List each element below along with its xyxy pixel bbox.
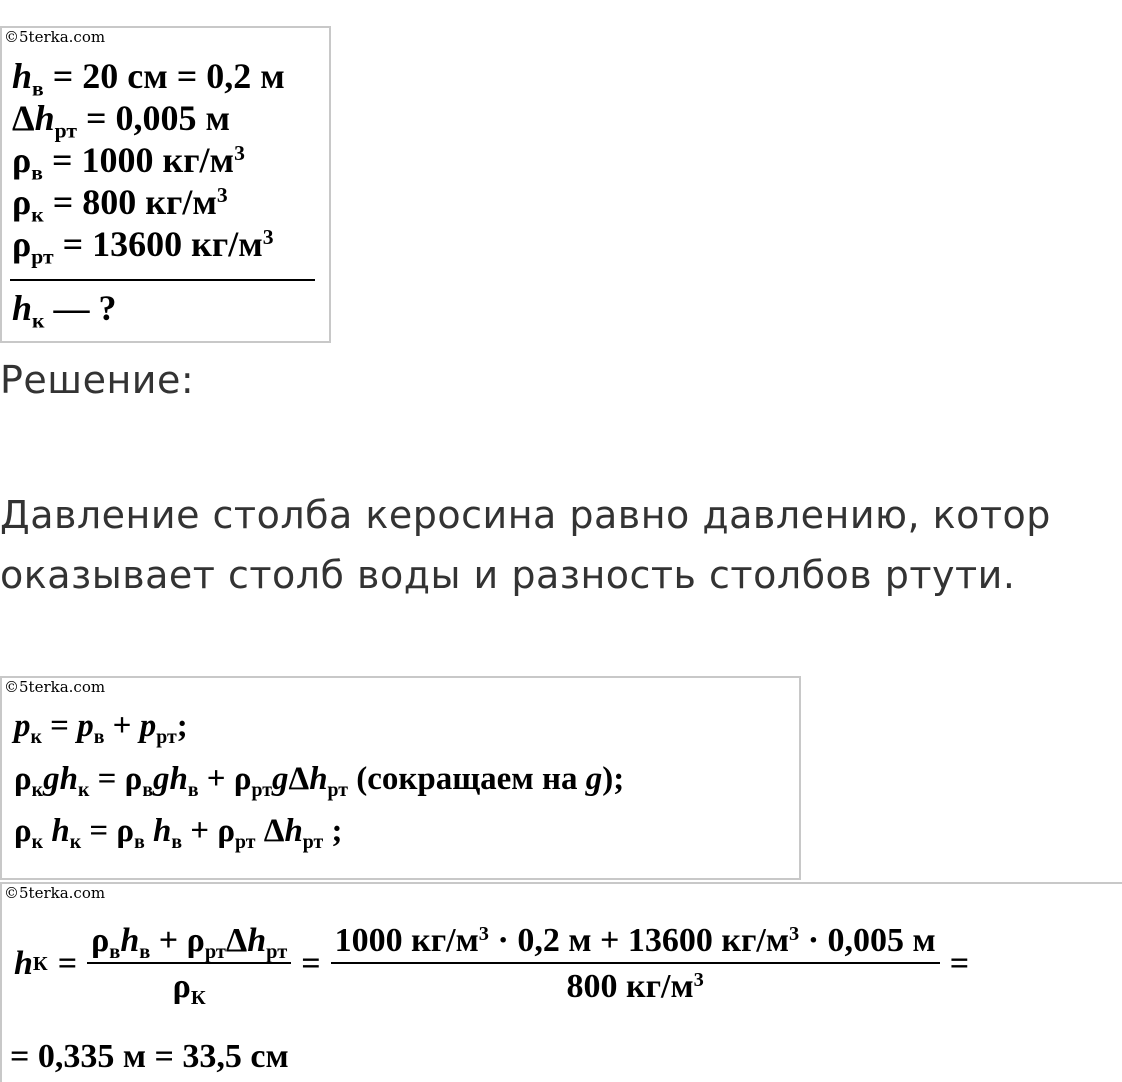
solution-label: Решение:: [0, 358, 195, 402]
final-result: = 0,335 м = 33,5 см: [10, 1038, 289, 1075]
fraction-symbolic: $\frac{\rho_вh_в + \rho_{рт}\Delta h_{рт}}{\rho_К}$: [87, 924, 291, 1004]
watermark: ©5terka.com: [4, 28, 106, 46]
equation-2: $\rho_кgh_к = \rho_вgh_в + \rho_{рт}g\Delta h_{рт}$ (сокращаем на g);: [14, 761, 625, 801]
given-rho-rt: $\rho_{рт} = 13600$ $кг/м^3$: [12, 224, 274, 269]
given-h-v: $h_в = 20$ см = 0,2 м: [12, 56, 285, 101]
fraction-numeric: $\frac{1000 кг/м^3 \cdot 0,2 м + 13600 кг/м^3 \cdot 0,005 м}{800 кг/м^3}$: [331, 924, 940, 1004]
given-divider: [10, 279, 315, 281]
paragraph-line-2: оказывает столб воды и разность столбов ртути.: [0, 553, 1016, 597]
final-box: [0, 882, 1122, 1082]
watermark: ©5terka.com: [4, 884, 106, 902]
equations-box: [0, 676, 801, 880]
final-equation: h К = $\frac{\rho_вh_в + \rho_{рт}\Delta h_{рт}}{\rho_К}$ = $\frac{1000 кг/м^3 \cdot 0,2 м + 13600 кг/м^3 \cdot 0,005 м}{800 кг/м^3}$ =: [14, 922, 970, 1010]
equation-3: $\rho_к$ $h_к = \rho_в$ $h_в + \rho_{рт}$ $\Delta h_{рт}$ ;: [14, 813, 343, 853]
given-dh-rt: $\Delta h_{рт} = 0,005$ м: [12, 98, 230, 143]
equation-1: $p_к = p_в + p_{рт}$;: [14, 708, 188, 748]
paragraph-line-1: Давление столба керосина равно давлению, котор: [0, 493, 1051, 537]
given-rho-v: $\rho_в = 1000$ $кг/м^3$: [12, 140, 245, 185]
given-rho-k: $\rho_к = 800$ $кг/м^3$: [12, 182, 228, 227]
given-box: [0, 26, 331, 343]
watermark: ©5terka.com: [4, 678, 106, 696]
given-find: $h_к$ — ?: [12, 288, 117, 333]
